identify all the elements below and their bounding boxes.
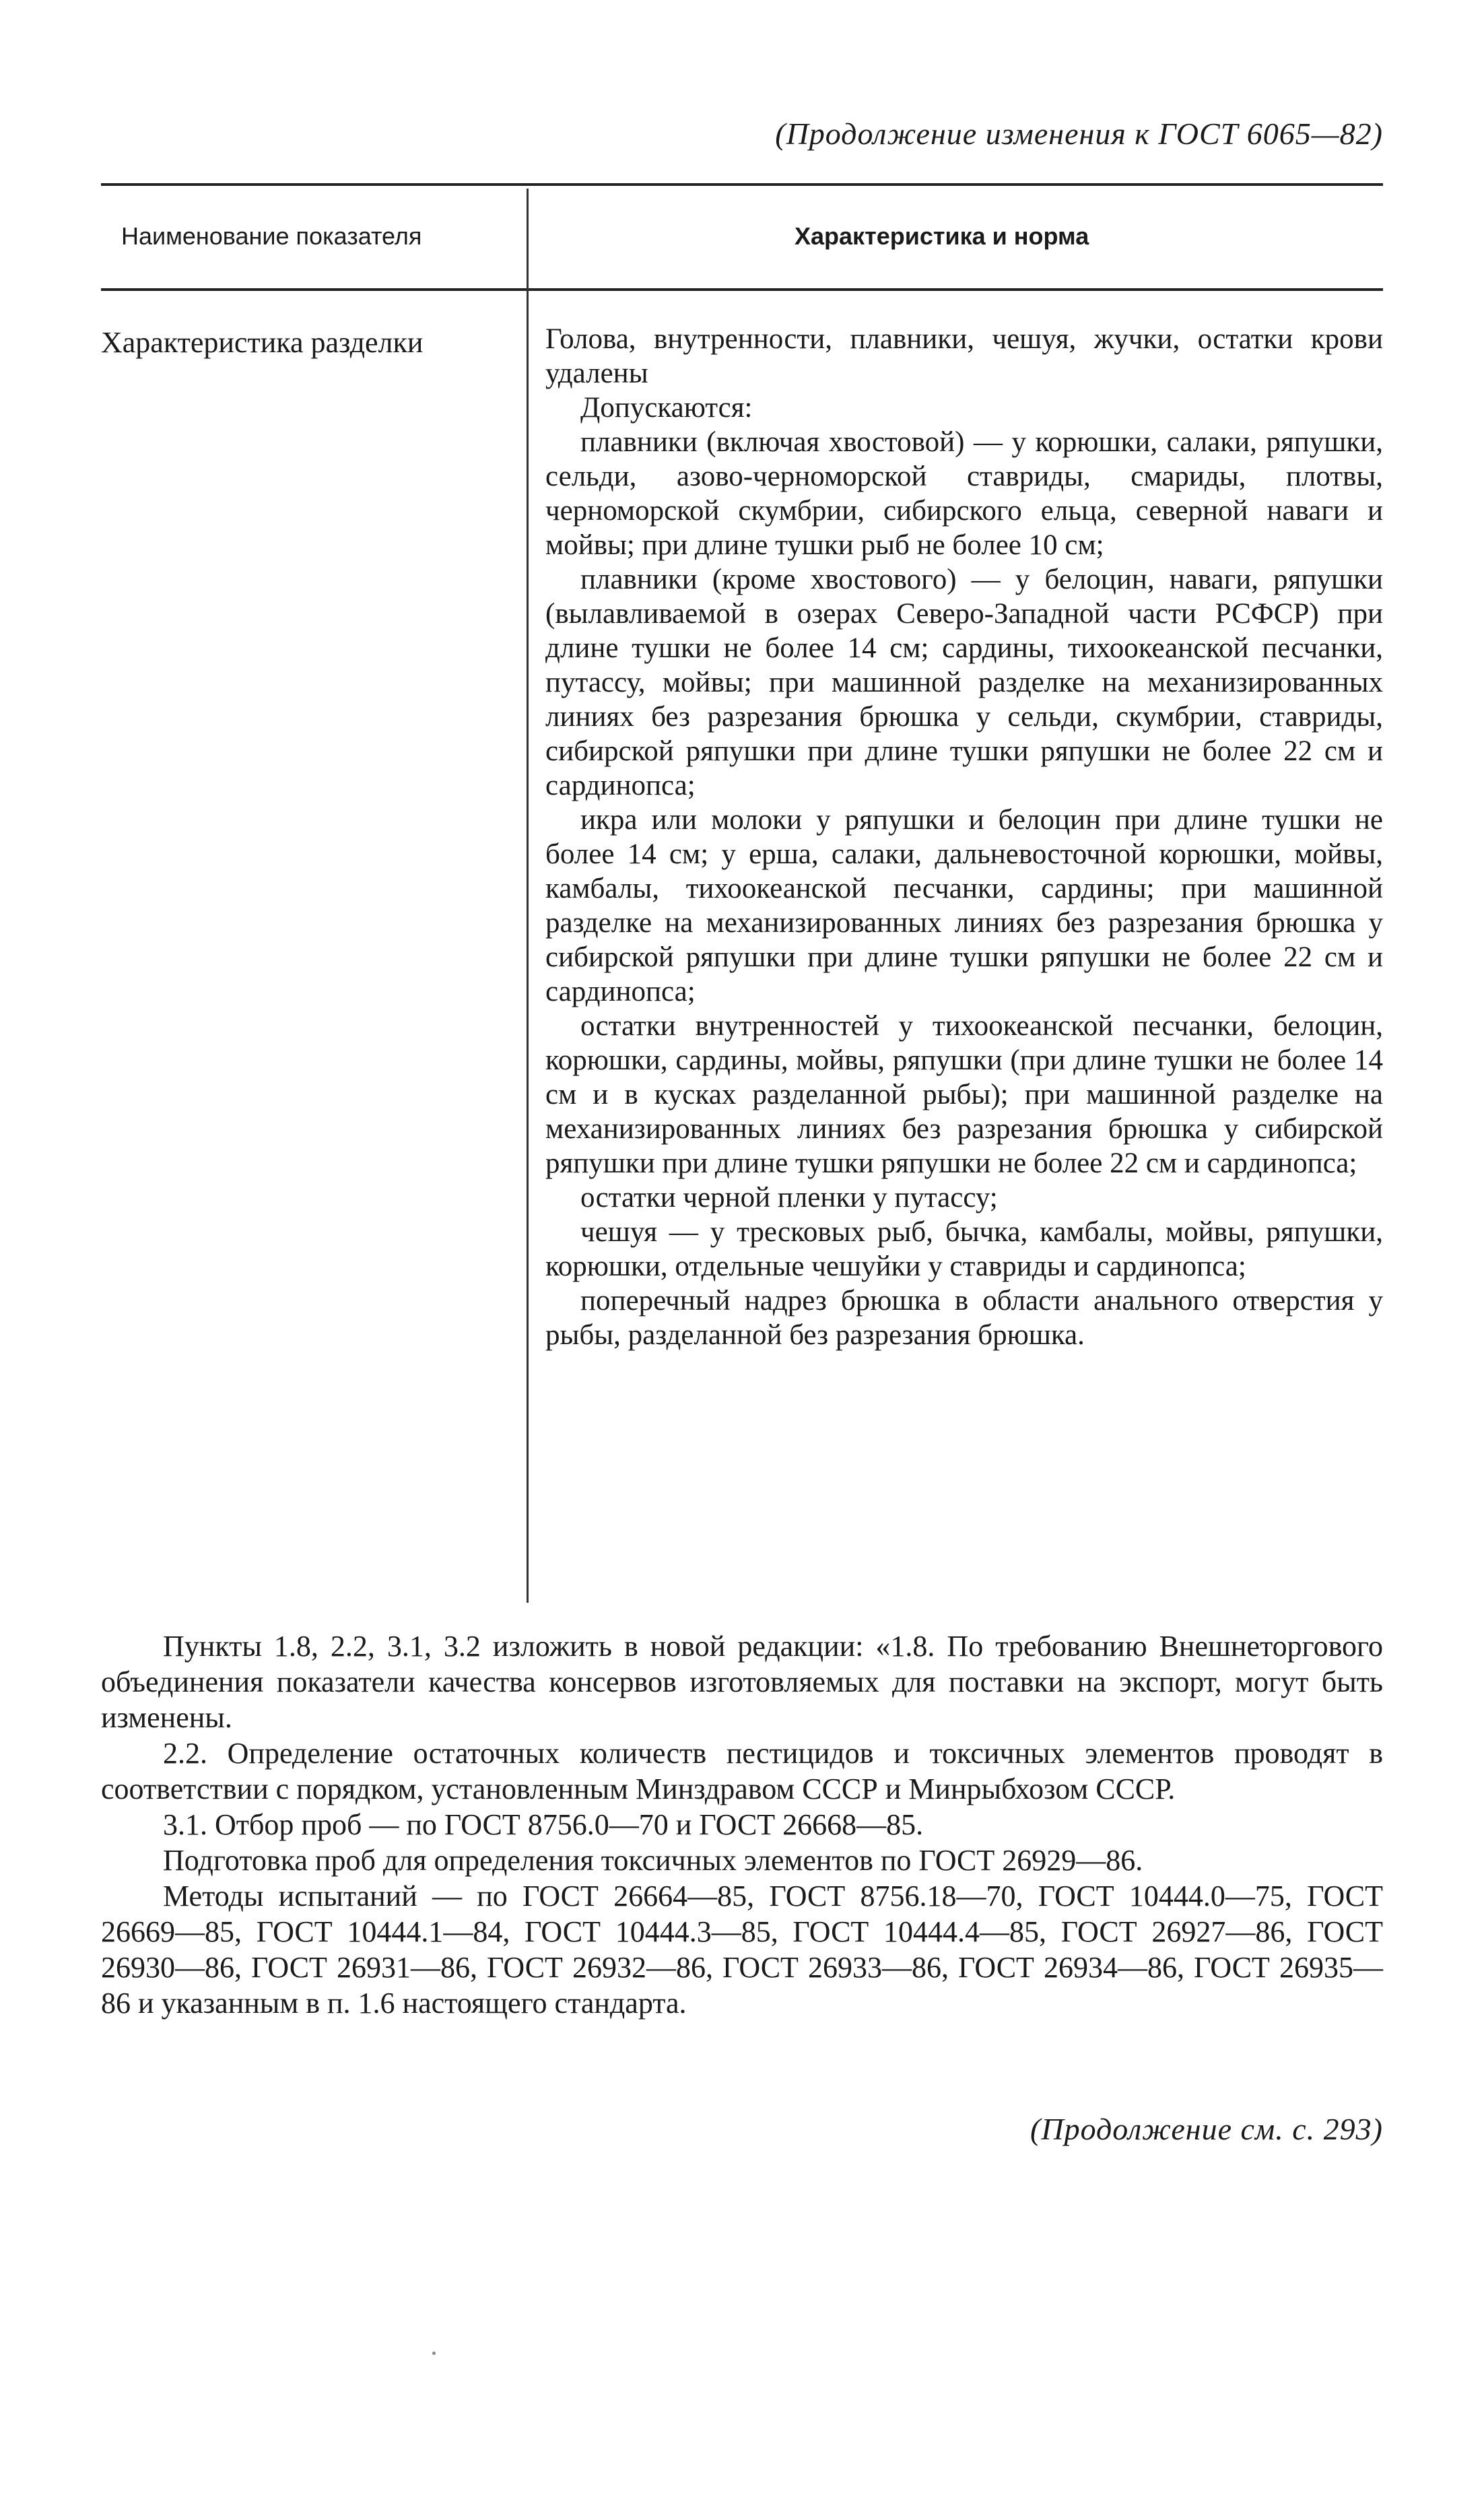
norm-paragraph: остатки черной пленки у путассу; xyxy=(580,1182,998,1214)
table-column-divider xyxy=(527,189,529,1603)
body-paragraph: Методы испытаний — по ГОСТ 26664—85, ГОСТ 8756.18—70, ГОСТ 10444.0—75, ГОСТ 26669—85, ГОСТ 10444.1—84, ГОСТ 10444.3—85, ГОСТ 10444.4—85, ГОСТ 26927—86, ГОСТ 26930—86, ГОСТ 26931—86, ГОСТ 26932—86, ГОСТ 26933—86, ГОСТ 26934—86, ГОСТ 26935—86 и указанным в п. 1.6 настоящего стандарта. xyxy=(101,1880,1383,2020)
body-paragraph: 2.2. Определение остаточных количеств пестицидов и токсичных элементов проводят в соответствии с порядком, установленным Минздравом СССР и Минрыбхозом СССР. xyxy=(101,1737,1383,1805)
norm-paragraph: поперечный надрез брюшка в области анального отверстия у рыбы, разделанной без разрезания брюшка. xyxy=(545,1285,1383,1351)
amendment-body xyxy=(101,1628,1383,2021)
table-top-rule xyxy=(101,183,1383,186)
scan-speck xyxy=(432,2352,436,2355)
norm-paragraph: плавники (кроме хвостового) — у белоцин, наваги, ряпушки (вылавливаемой в озерах Северо-Западной части РСФСР) при длине тушки не более 14 см; сардины, тихоокеанской песчанки, путассу, мойвы; при машинной разделке на механизированных линиях без разрезания брюшка у сельди, скумбрии, ставриды, сибирской ряпушки при длине тушки ряпушки не более 22 см и сардинопса; xyxy=(545,564,1383,801)
norm-paragraph: Голова, внутренности, плавники, чешуя, жучки, остатки крови удалены xyxy=(545,323,1383,389)
table-header-rule xyxy=(101,288,1383,291)
body-paragraph: Пункты 1.8, 2.2, 3.1, 3.2 изложить в новой редакции: «1.8. По требованию Внешнеторгового объединения показатели качества консервов изготовляемых для поставки на экспорт, могут быть изменены. xyxy=(101,1630,1383,1734)
norm-paragraph: остатки внутренностей у тихоокеанской песчанки, белоцин, корюшки, сардины, мойвы, ряпушки (при длине тушки не более 14 см и в кусках разделанной рыбы); при машинной разделке на механизированных линиях без разрезания брюшка у сибирской ряпушки при длине тушки ряпушки не более 22 см и сардинопса; xyxy=(545,1010,1383,1179)
body-paragraph: 3.1. Отбор проб — по ГОСТ 8756.0—70 и ГОСТ 26668—85. xyxy=(163,1808,924,1841)
norm-paragraph: плавники (включая хвостовой) — у корюшки, салаки, ряпушки, сельди, азово-черноморской ставриды, смариды, плотвы, черноморской скумбрии, сибирского ельца, северной наваги и мойвы; при длине тушки рыб не более 10 см; xyxy=(545,426,1383,561)
norm-paragraph: икра или молоки у ряпушки и белоцин при длине тушки не более 14 см; у ерша, салаки, дальневосточной корюшки, мойвы, камбалы, тихоокеанской песчанки, сардины; при машинной разделке на механизированных линиях без разрезания брюшка у сибирской ряпушки при длине тушки ряпушки не более 22 см и сардинопса; xyxy=(545,804,1383,1007)
continuation-header: (Продолжение изменения к ГОСТ 6065—82) xyxy=(775,117,1383,151)
body-paragraph: Подготовка проб для определения токсичных элементов по ГОСТ 26929—86. xyxy=(163,1844,1143,1877)
continuation-footer: (Продолжение см. с. 293) xyxy=(1030,2112,1383,2146)
row-norm-text xyxy=(545,322,1383,1352)
norm-paragraph: чешуя — у тресковых рыб, бычка, камбалы, мойвы, ряпушки, корюшки, отдельные чешуйки у ставриды и сардинопса; xyxy=(545,1216,1383,1282)
norm-paragraph: Допускаются: xyxy=(580,392,753,424)
column-header-name: Наименование показателя xyxy=(121,222,422,250)
row-indicator-name: Характеристика разделки xyxy=(101,326,424,359)
column-header-norm: Характеристика и норма xyxy=(795,222,1089,250)
